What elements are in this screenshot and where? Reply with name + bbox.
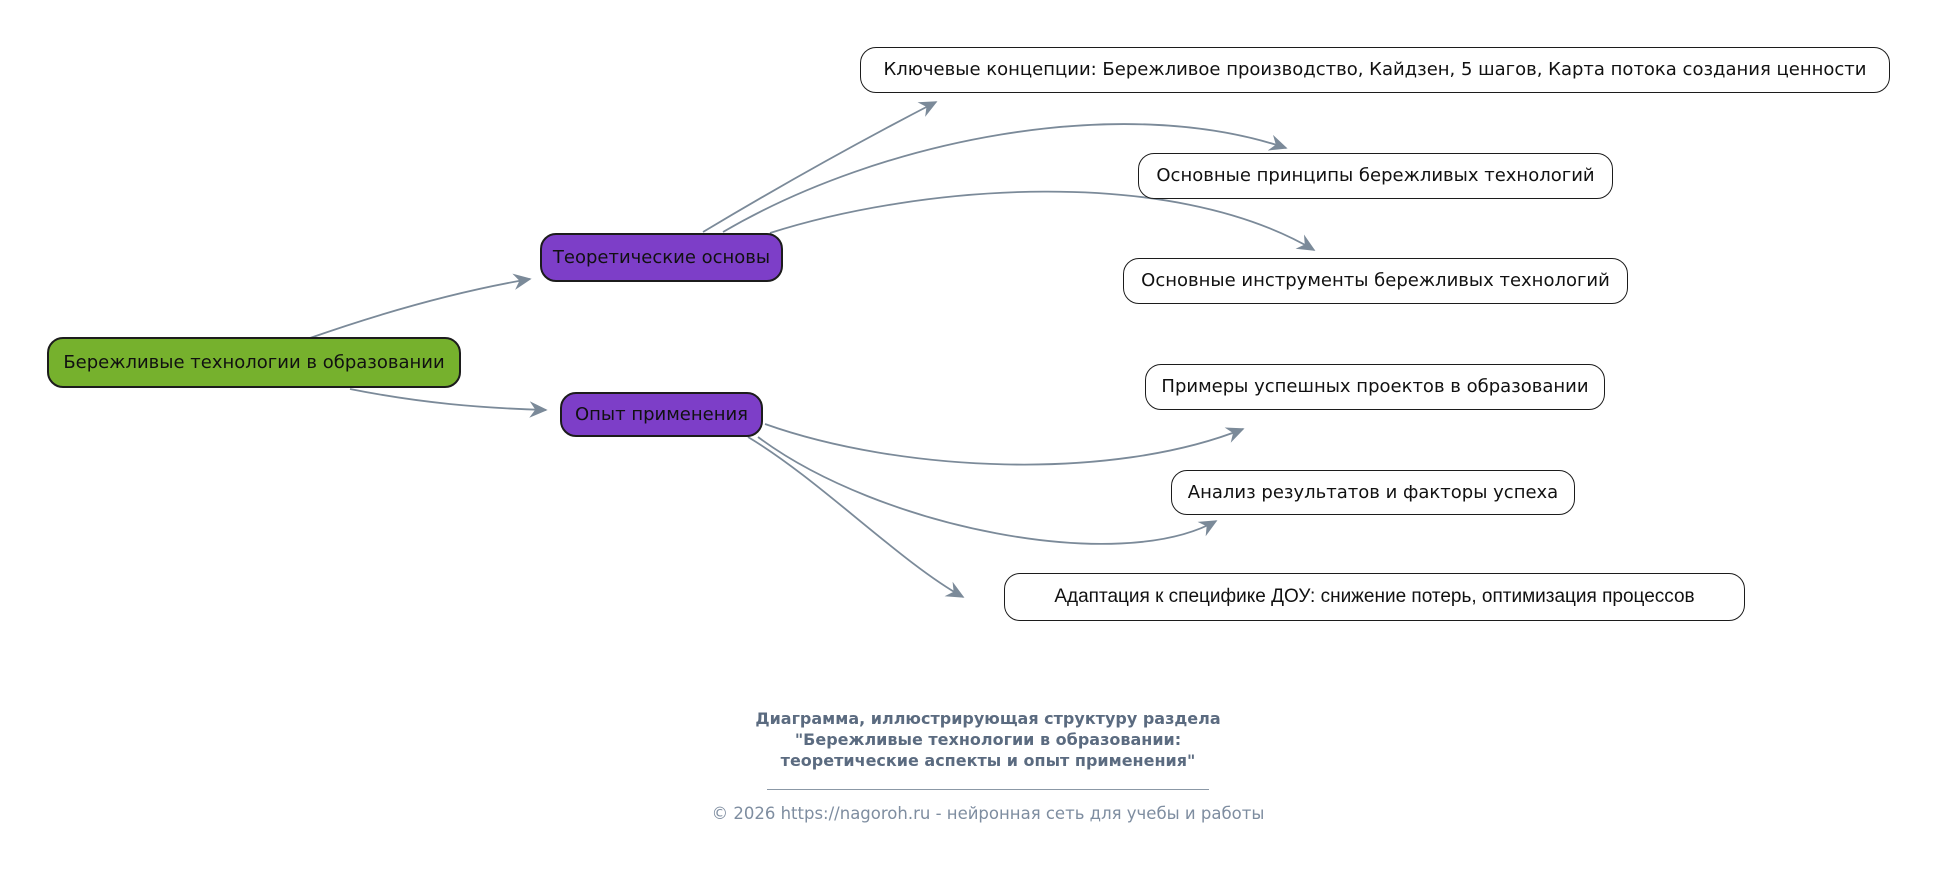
caption-separator-line: [767, 789, 1209, 790]
edge-theory-instruments: [770, 192, 1314, 250]
edge-theory-key-concepts: [703, 102, 936, 232]
caption-line-2: "Бережливые технологии в образовании:: [794, 730, 1182, 749]
node-analysis: Анализ результатов и факторы успеха: [1171, 470, 1575, 515]
diagram-caption: [618, 708, 1358, 771]
node-principles: Основные принципы бережливых технологий: [1138, 153, 1613, 199]
node-root: Бережливые технологии в образовании: [47, 337, 461, 388]
node-adaptation: Адаптация к специфике ДОУ: снижение потерь, оптимизация процессов: [1004, 573, 1745, 621]
edge-practice-analysis: [758, 437, 1216, 544]
node-key-concepts: Ключевые концепции: Бережливое производство, Кайдзен, 5 шагов, Карта потока создания ценности: [860, 47, 1890, 93]
node-theory: Теоретические основы: [540, 233, 783, 282]
caption-line-1: Диаграмма, иллюстрирующая структуру раздела: [755, 709, 1221, 728]
caption-line-3: теоретические аспекты и опыт применения": [780, 751, 1196, 770]
edge-root-theory: [310, 279, 530, 338]
copyright-text: © 2026 https://nagoroh.ru - нейронная сеть для учебы и работы: [711, 804, 1265, 823]
node-instruments: Основные инструменты бережливых технологий: [1123, 258, 1628, 304]
edge-practice-examples: [765, 424, 1243, 465]
edge-root-practice: [350, 389, 546, 410]
node-examples: Примеры успешных проектов в образовании: [1145, 364, 1605, 410]
diagram-footer: [618, 708, 1358, 823]
node-practice: Опыт применения: [560, 392, 763, 437]
